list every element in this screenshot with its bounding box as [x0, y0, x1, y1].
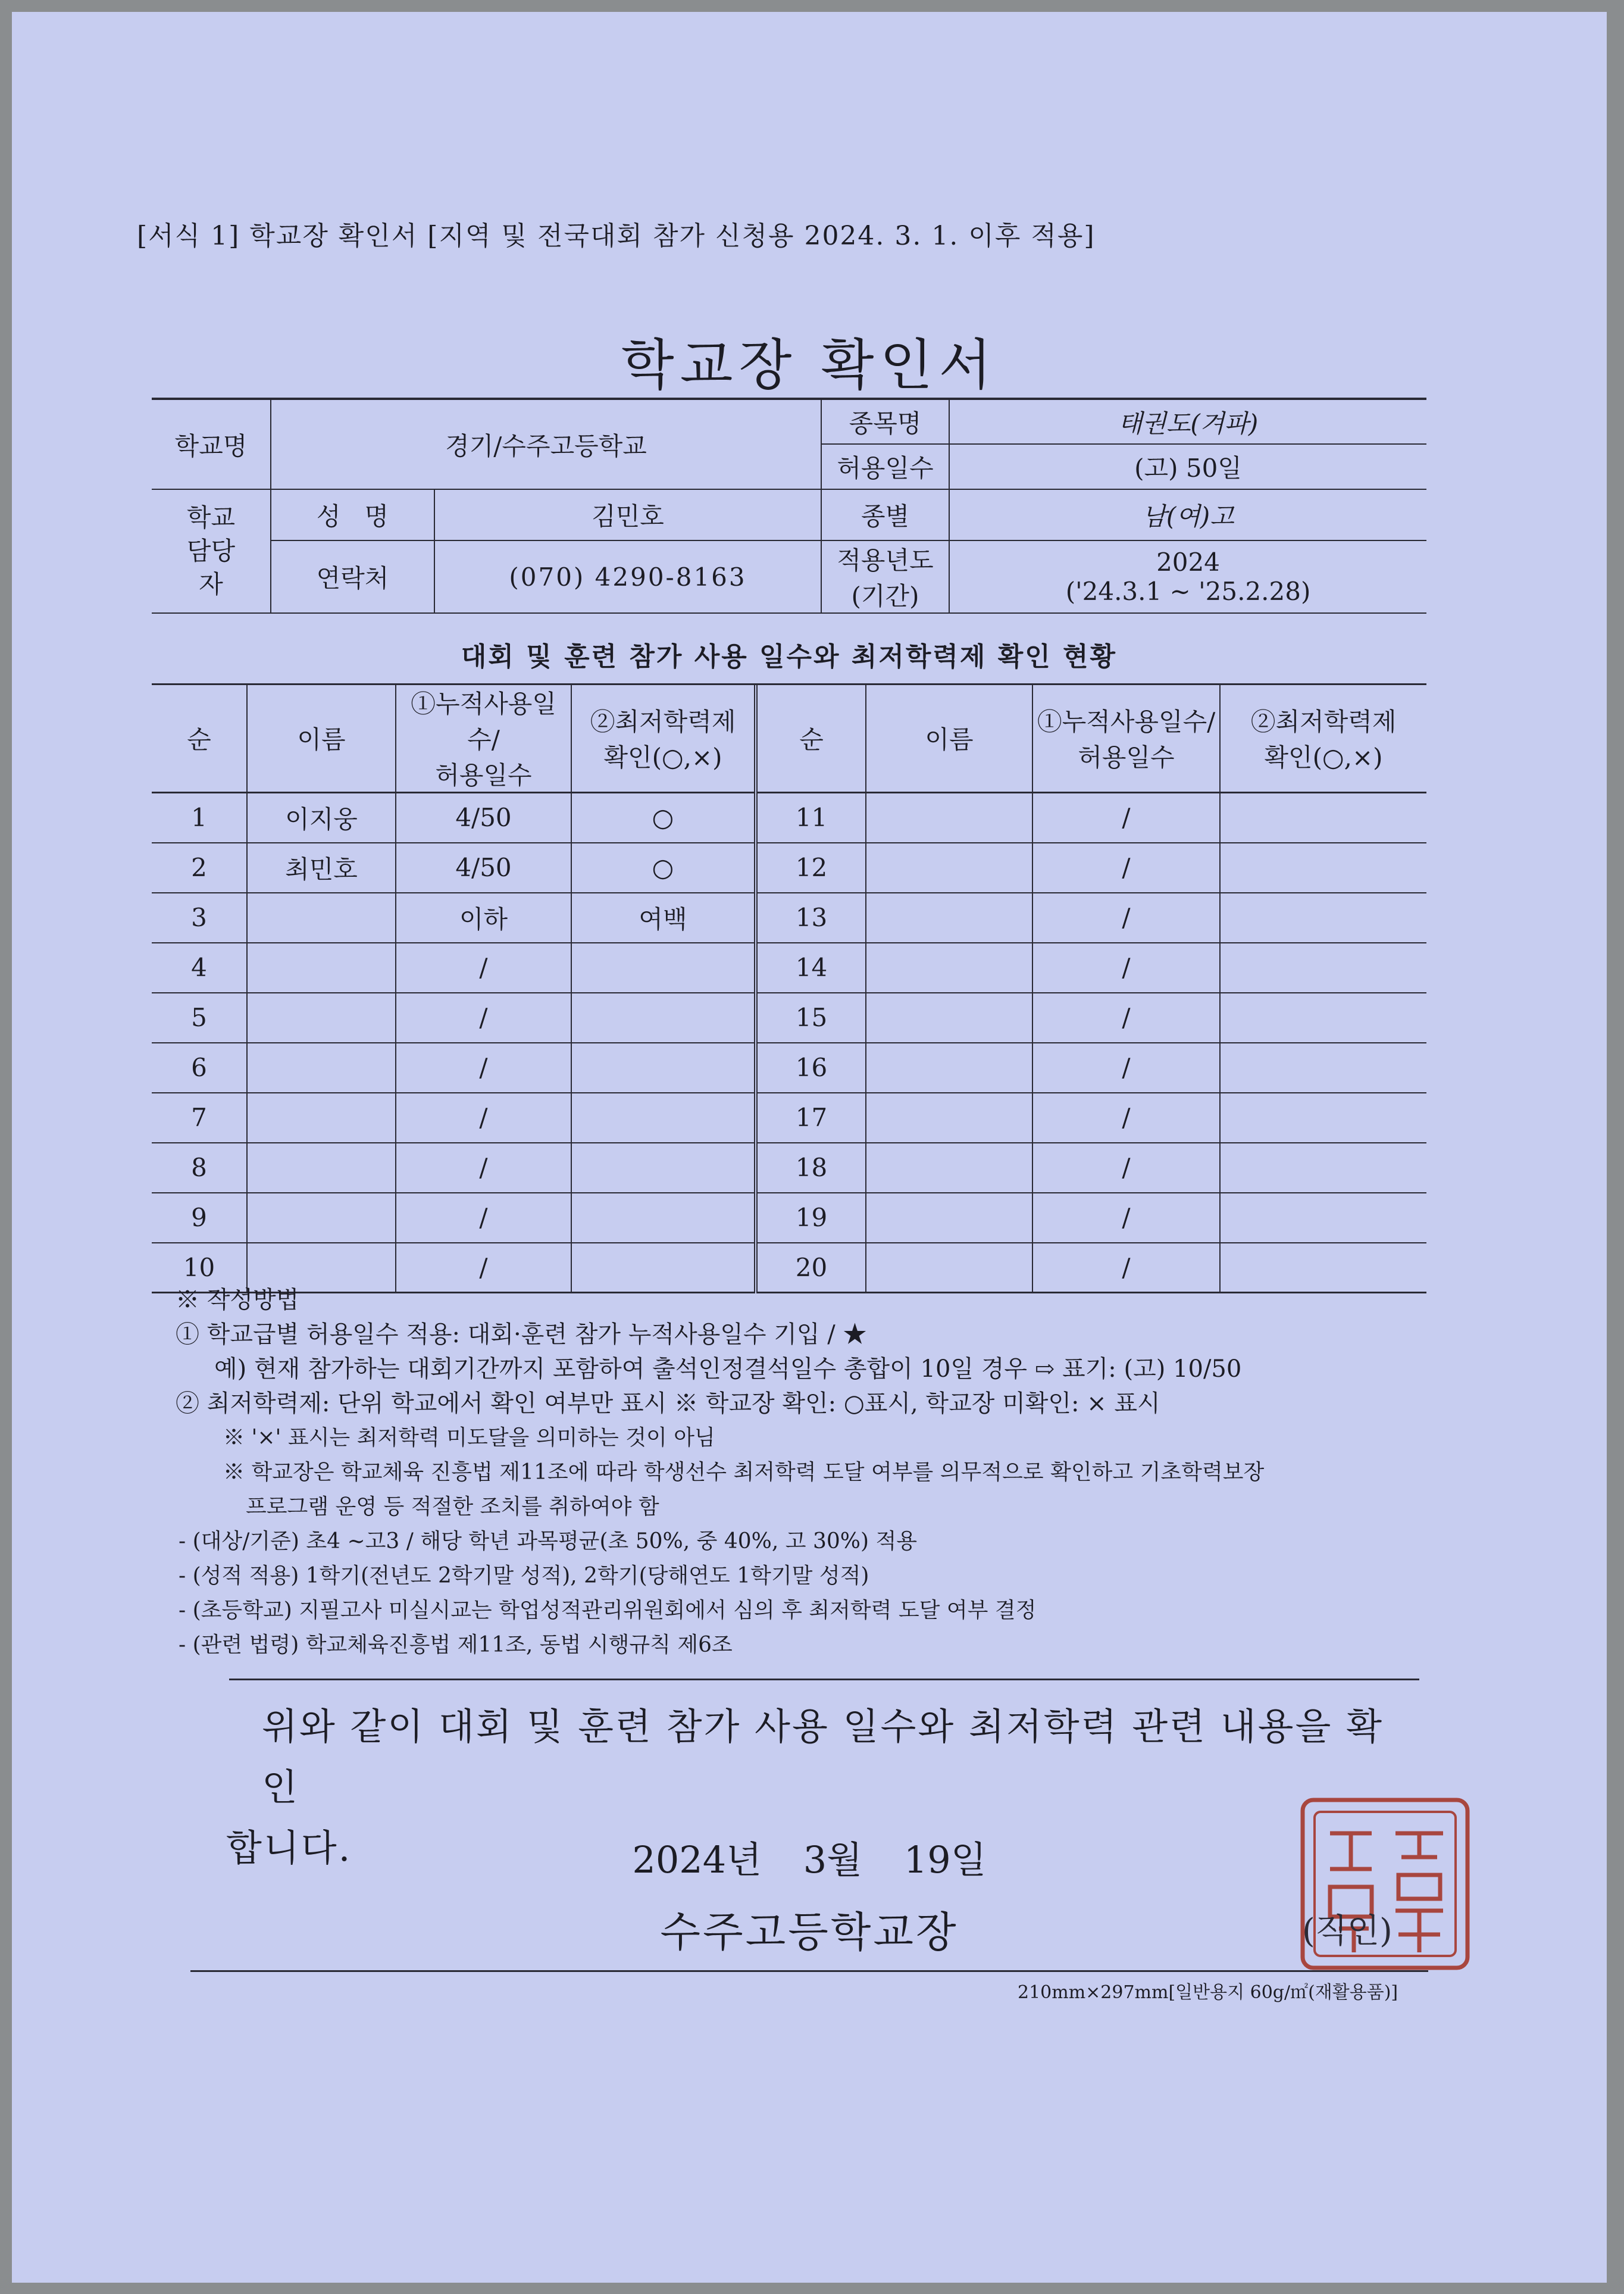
instruction-dash-1: - (대상/기준) 초4 ~고3 / 해당 학년 과목평균(초 50%, 중 40%, 고 30%) 적용 [179, 1529, 918, 1554]
confirmation-line-2: 합니다. [226, 1826, 352, 1870]
row-days-left: 4/50 [396, 843, 571, 893]
school-name-label: 학교명 [152, 399, 271, 489]
table-header-row [152, 684, 1426, 793]
allowed-days-value: (고) 50일 [949, 444, 1426, 489]
row-check-left [571, 1193, 756, 1243]
row-name-right [866, 893, 1032, 943]
document-page [12, 12, 1607, 2283]
col-check-line1: ②최저학력제 [590, 707, 736, 736]
row-no-right: 14 [756, 943, 866, 993]
col-name-right: 이름 [866, 684, 1032, 793]
row-days-right: / [1032, 993, 1220, 1043]
row-days-right: / [1032, 1143, 1220, 1193]
col-check-line2: 확인(○,×) [1264, 743, 1383, 772]
row-check-left: ○ [571, 843, 756, 893]
row-no-left: 6 [152, 1043, 247, 1093]
col-days-line2: 허용일수 [1078, 743, 1175, 772]
col-name-left: 이름 [247, 684, 396, 793]
col-days-right [1032, 684, 1220, 793]
row-no-right: 19 [756, 1193, 866, 1243]
row-name-right [866, 1193, 1032, 1243]
row-days-right: / [1032, 1193, 1220, 1243]
row-name-right [866, 1043, 1032, 1093]
row-no-right: 16 [756, 1043, 866, 1093]
instruction-example: 예) 현재 참가하는 대회기간까지 포함하여 출석인정결석일수 총합이 10일 경우 ⇨ 표기: (고) 10/50 [214, 1355, 1242, 1383]
row-name-right [866, 1093, 1032, 1143]
row-days-right: / [1032, 1043, 1220, 1093]
col-no-left: 순 [152, 684, 247, 793]
instruction-item-2: ② 최저학력제: 단위 학교에서 확인 여부만 표시 ※ 학교장 확인: ○표시, 학교장 미확인: × 표시 [176, 1390, 1160, 1417]
row-no-right: 17 [756, 1093, 866, 1143]
row-days-right: / [1032, 943, 1220, 993]
table-row [152, 1093, 1426, 1143]
row-no-right: 20 [756, 1243, 866, 1293]
row-days-right: / [1032, 893, 1220, 943]
instruction-dash-4: - (관련 법령) 학교체육진흥법 제11조, 동법 시행규칙 제6조 [179, 1633, 733, 1657]
school-name-value: 경기/수주고등학교 [271, 399, 821, 489]
row-check-left [571, 1143, 756, 1193]
row-no-left: 10 [152, 1243, 247, 1293]
row-check-left [571, 1093, 756, 1143]
period-label [821, 540, 949, 613]
period-year: 2024 [1156, 548, 1220, 577]
row-check-right [1220, 793, 1426, 843]
row-no-left: 1 [152, 793, 247, 843]
row-name-left: 이지웅 [247, 793, 396, 843]
instruction-dash-3: - (초등학교) 지필고사 미실시교는 학업성적관리위원회에서 심의 후 최저학력 도달 여부 결정 [179, 1598, 1037, 1623]
col-days-line1: ①누적사용일수/ [1037, 707, 1216, 736]
row-no-left: 4 [152, 943, 247, 993]
row-name-left [247, 943, 396, 993]
row-days-left: / [396, 1243, 571, 1293]
row-check-right [1220, 1193, 1426, 1243]
row-check-right [1220, 1143, 1426, 1193]
row-name-left [247, 1093, 396, 1143]
status-title: 대회 및 훈련 참가 사용 일수와 최저학력제 확인 현황 [152, 631, 1426, 685]
participation-table [152, 683, 1426, 1293]
gender-value: 남(여)고 [949, 489, 1426, 540]
table-row [152, 1043, 1426, 1093]
form-header: [서식 1] 학교장 확인서 [지역 및 전국대회 참가 신청용 2024. 3. 1. 이후 적용] [137, 221, 1096, 251]
row-name-left [247, 993, 396, 1043]
row-days-left: / [396, 1093, 571, 1143]
period-value [949, 540, 1426, 613]
row-no-right: 15 [756, 993, 866, 1043]
row-no-left: 8 [152, 1143, 247, 1193]
row-check-right [1220, 893, 1426, 943]
col-check-line1: ②최저학력제 [1250, 707, 1397, 736]
col-check-left [571, 684, 756, 793]
gender-label: 종별 [821, 489, 949, 540]
divider-bottom [190, 1970, 1428, 1972]
col-check-right [1220, 684, 1426, 793]
row-no-left: 2 [152, 843, 247, 893]
table-row [152, 893, 1426, 943]
row-no-right: 12 [756, 843, 866, 893]
period-label-line2: (기간) [851, 582, 919, 611]
row-check-right [1220, 993, 1426, 1043]
row-check-right [1220, 1043, 1426, 1093]
row-check-right [1220, 843, 1426, 893]
contact-label: 연락처 [271, 540, 434, 613]
row-days-right: / [1032, 843, 1220, 893]
instruction-note-2a: ※ 학교장은 학교체육 진흥법 제11조에 따라 학생선수 최저학력 도달 여부를 의무적으로 확인하고 기초학력보장 [223, 1460, 1265, 1484]
instruction-note-1: ※ '×' 표시는 최저학력 미도달을 의미하는 것이 아님 [223, 1426, 715, 1450]
col-days-line2: 허용일수 [435, 761, 532, 790]
row-check-right [1220, 1093, 1426, 1143]
instructions-heading: ※ 작성방법 [176, 1286, 299, 1314]
row-check-left: 여백 [571, 893, 756, 943]
paper-spec: 210mm×297mm[일반용지 60g/㎡(재활용품)] [1018, 1982, 1398, 2003]
row-days-right: / [1032, 1093, 1220, 1143]
row-name-right [866, 1143, 1032, 1193]
row-name-right [866, 993, 1032, 1043]
row-no-left: 5 [152, 993, 247, 1043]
row-name-left [247, 1143, 396, 1193]
row-name-right [866, 943, 1032, 993]
row-days-left: 4/50 [396, 793, 571, 843]
col-no-right: 순 [756, 684, 866, 793]
row-no-left: 9 [152, 1193, 247, 1243]
instruction-note-2b: 프로그램 운영 등 적절한 조치를 취하여야 함 [246, 1495, 659, 1519]
table-row [152, 793, 1426, 843]
col-days-left [396, 684, 571, 793]
seal-mark: (직인) [1302, 1912, 1393, 1951]
document-title: 학교장 확인서 [621, 333, 998, 397]
row-no-right: 18 [756, 1143, 866, 1193]
period-label-line1: 적용년도 [837, 546, 934, 575]
table-row [152, 1193, 1426, 1243]
row-days-left: 이하 [396, 893, 571, 943]
row-days-left: / [396, 1193, 571, 1243]
info-table [152, 398, 1426, 614]
row-days-left: / [396, 943, 571, 993]
row-no-left: 7 [152, 1093, 247, 1143]
row-no-right: 13 [756, 893, 866, 943]
instructions [176, 1283, 1455, 1662]
instruction-dash-2: - (성적 적용) 1학기(전년도 2학기말 성적), 2학기(당해연도 1학기말 성적) [179, 1564, 869, 1588]
row-name-right [866, 793, 1032, 843]
principal-title: 수주고등학교장 [660, 1908, 959, 1957]
table-row [152, 1143, 1426, 1193]
table-row [152, 943, 1426, 993]
table-row [152, 993, 1426, 1043]
row-days-left: / [396, 1143, 571, 1193]
row-no-left: 3 [152, 893, 247, 943]
manager-label: 학교 담당자 [152, 489, 271, 613]
row-check-left [571, 943, 756, 993]
row-check-left [571, 1043, 756, 1093]
row-days-left: / [396, 993, 571, 1043]
table-row [152, 843, 1426, 893]
row-name-left: 최민호 [247, 843, 396, 893]
issue-date: 2024년 3월 19일 [632, 1838, 987, 1882]
instruction-item-1: ① 학교급별 허용일수 적용: 대회·훈련 참가 누적사용일수 기입 / ★ [176, 1321, 867, 1348]
row-no-right: 11 [756, 793, 866, 843]
confirmation-line-1: 위와 같이 대회 및 훈련 참가 사용 일수와 최저학력 관련 내용을 확인 [262, 1705, 1384, 1809]
row-check-left: ○ [571, 793, 756, 843]
row-days-right: / [1032, 1243, 1220, 1293]
row-check-left [571, 993, 756, 1043]
row-days-left: / [396, 1043, 571, 1093]
divider-top [229, 1679, 1419, 1680]
period-range: ('24.3.1 ~ '25.2.28) [1065, 577, 1311, 606]
allowed-days-label: 허용일수 [821, 444, 949, 489]
contact-value: (070) 4290-8163 [434, 540, 821, 613]
name-label: 성 명 [271, 489, 434, 540]
row-check-right [1220, 943, 1426, 993]
event-label: 종목명 [821, 399, 949, 444]
col-days-line1: ①누적사용일수/ [411, 689, 556, 754]
row-name-right [866, 843, 1032, 893]
row-name-left [247, 1043, 396, 1093]
event-value: 태권도(겨파) [949, 399, 1426, 444]
row-name-left [247, 893, 396, 943]
row-days-right: / [1032, 793, 1220, 843]
row-name-left [247, 1193, 396, 1243]
col-check-line2: 확인(○,×) [603, 743, 722, 772]
name-value: 김민호 [434, 489, 821, 540]
